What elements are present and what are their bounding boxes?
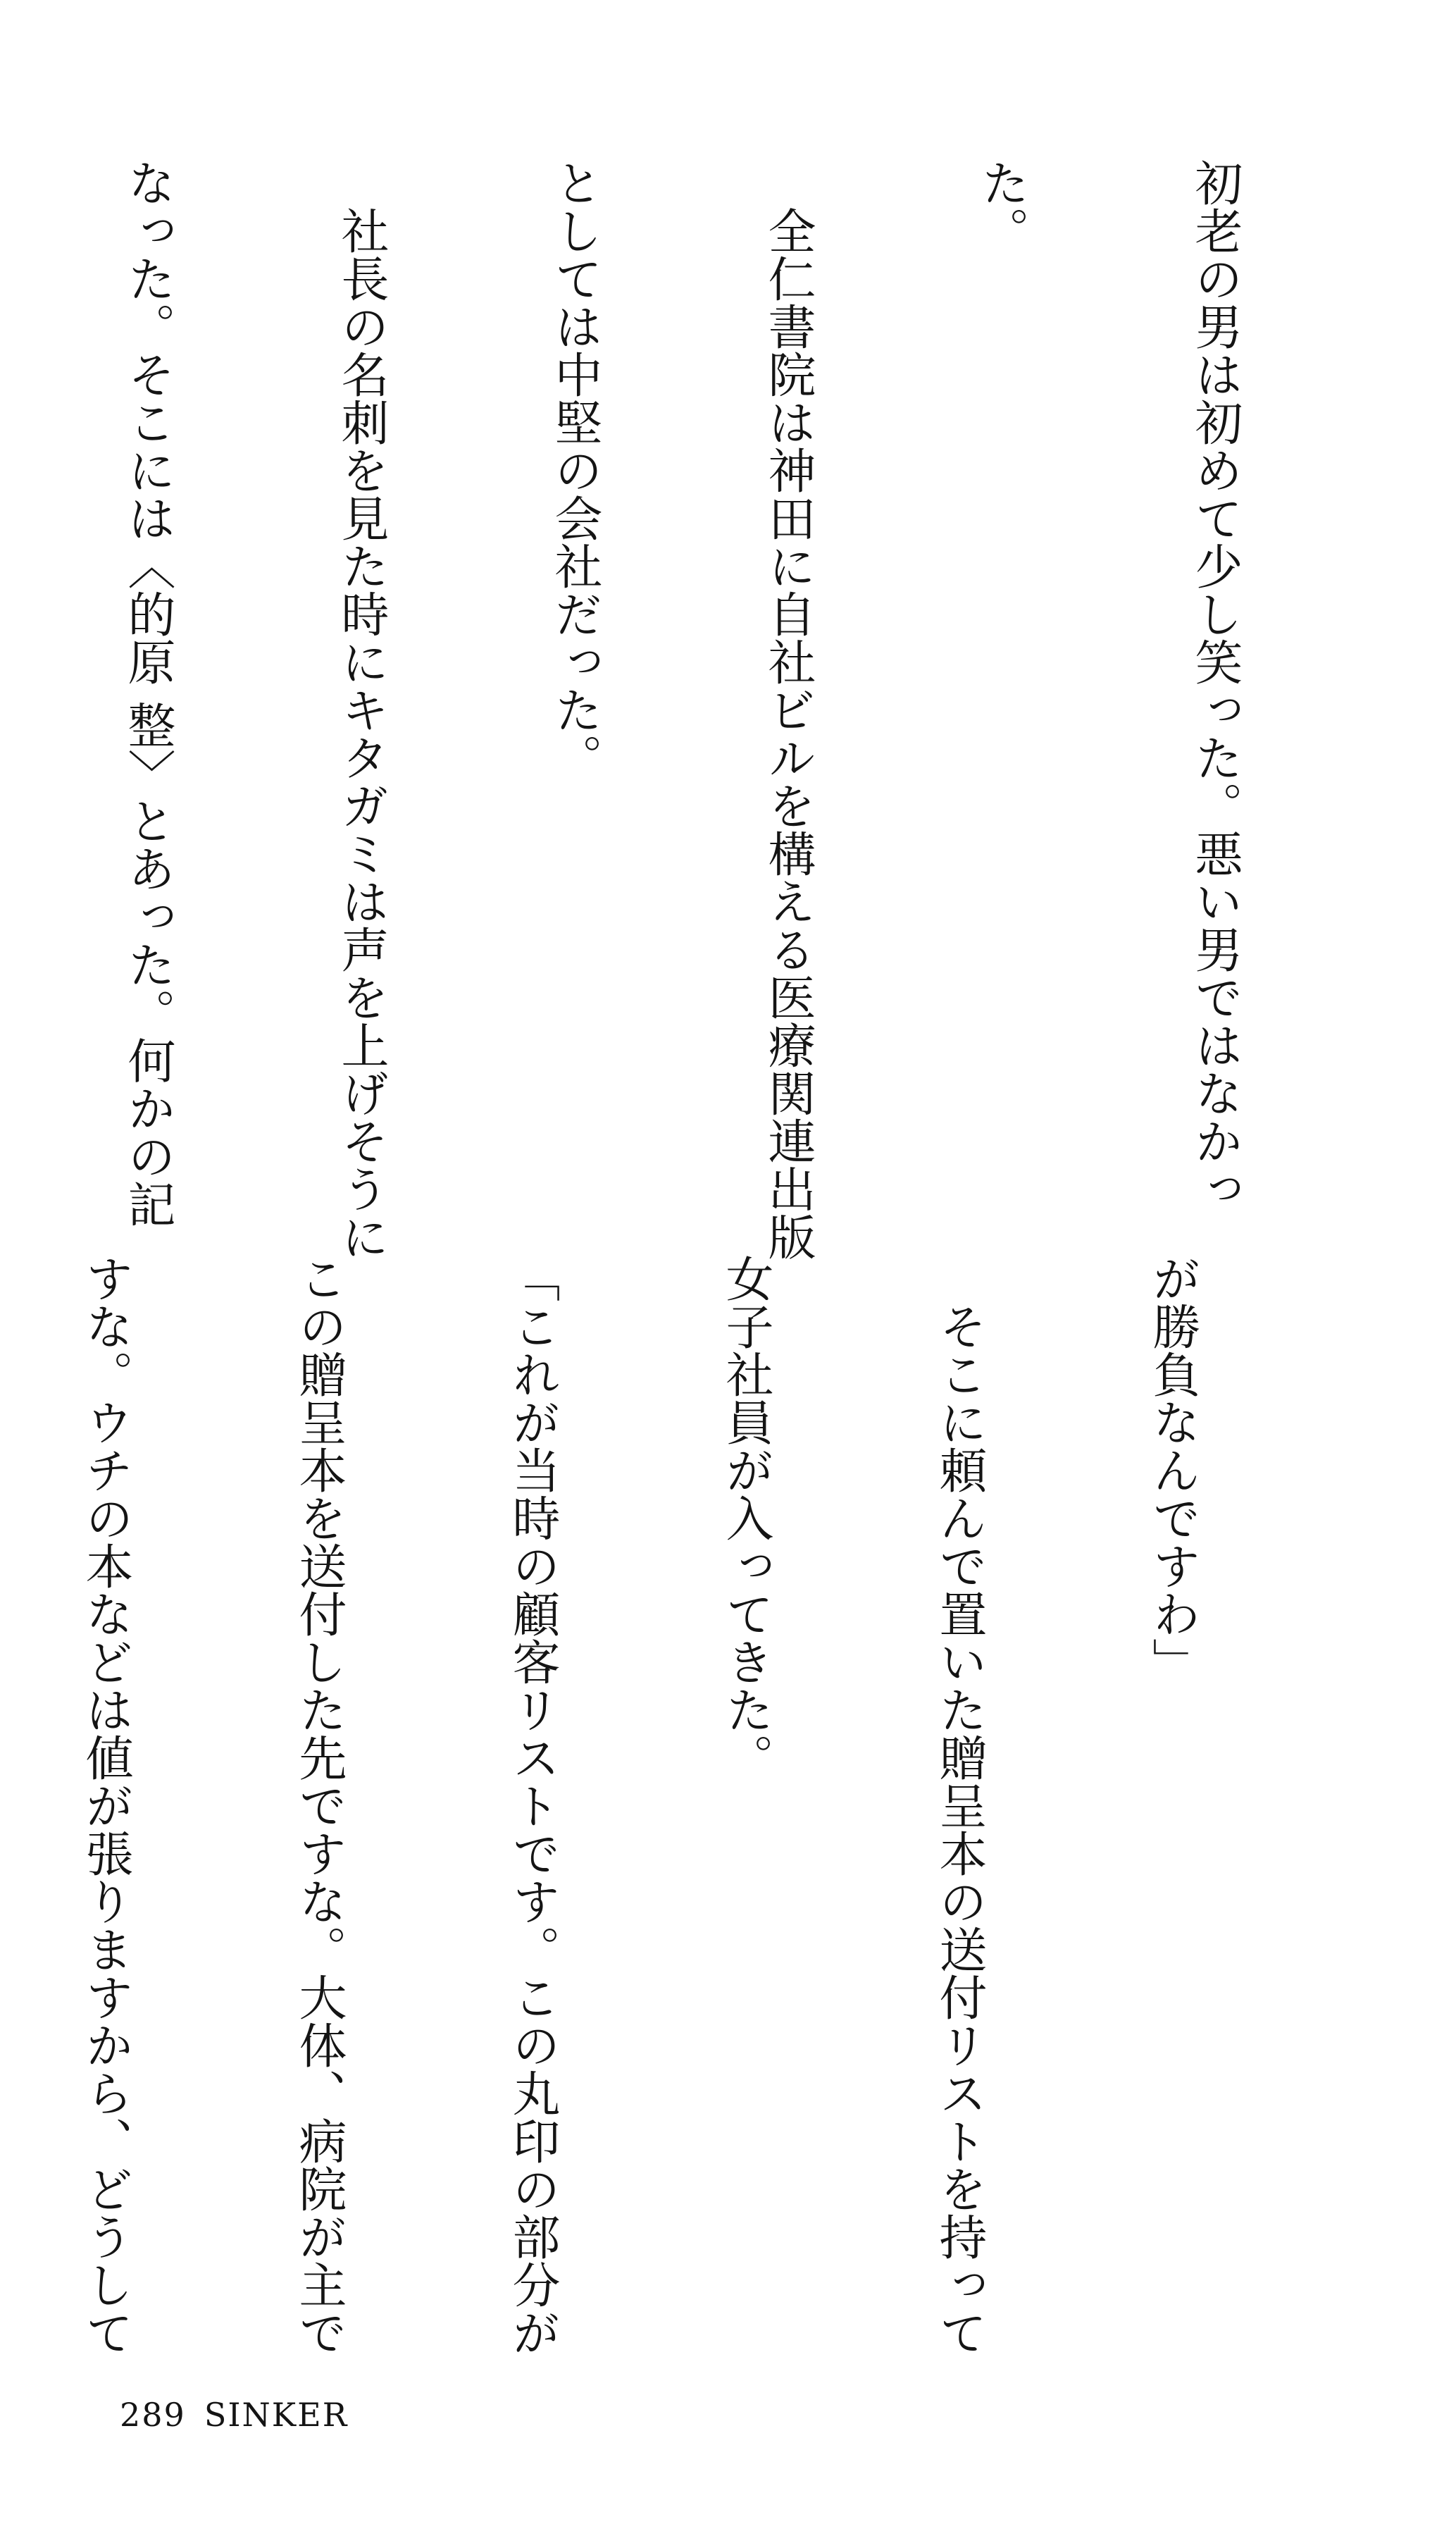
text-line: としては中堅の会社だった。 [547, 159, 602, 781]
page-footer [120, 2396, 348, 2434]
text-line: すな。ウチの本などは値が張りますから、どうして [77, 1254, 133, 2356]
text-line: 初老の男は初めて少し笑った。悪い男ではなかっ [1187, 159, 1243, 1213]
text-line: が勝負なんですわ」 [1145, 1254, 1200, 1685]
text-block-upper [0, 159, 1393, 1261]
text-line: た。 [973, 159, 1029, 254]
text-line: そこに頼んで置いた贈呈本の送付リストを持って [931, 1254, 987, 2356]
page-number: 289 [120, 2396, 186, 2434]
running-title: SINKER [204, 2396, 349, 2434]
text-block-lower [0, 1254, 1350, 2356]
text-line: 社長の名刺を見た時にキタガミは声を上げそうに [333, 159, 389, 1261]
text-line: 女子社員が入ってきた。 [718, 1254, 773, 1781]
text-line: 全仁書院は神田に自社ビルを構える医療関連出版 [760, 159, 816, 1261]
text-line: この贈呈本を送付した先ですな。大体、病院が主で [291, 1254, 347, 2356]
text-line: なった。そこには〈的原 整〉とあった。何かの記 [120, 159, 175, 1228]
text-line: 「これが当時の顧客リストです。この丸印の部分が [504, 1254, 560, 2356]
